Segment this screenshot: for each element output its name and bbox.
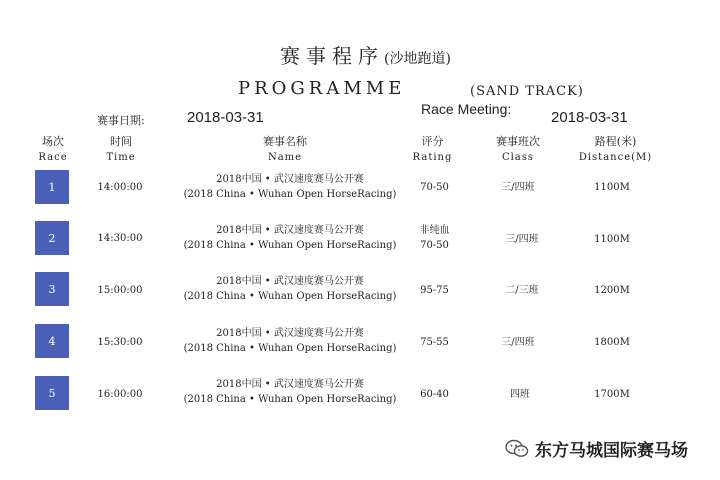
- race-rating: 75-55: [420, 337, 449, 348]
- race-time: 16:00:00: [97, 389, 143, 400]
- programme-label: PROGRAMME: [238, 78, 406, 99]
- race-distance: 1700M: [594, 389, 630, 400]
- race-rating: 95-75: [420, 285, 449, 296]
- race-name: [180, 377, 400, 407]
- date-label-cn: 赛事日期:: [97, 114, 145, 127]
- header-name: 赛事名称 Name: [263, 135, 307, 163]
- race-class: 三/四班: [501, 182, 535, 193]
- race-distance: 1200M: [594, 285, 630, 296]
- race-time: 15:30:00: [97, 337, 143, 348]
- title-cn: 赛事程序: [280, 44, 384, 68]
- sand-track-label: (SAND TRACK): [470, 84, 584, 99]
- race-rating: 70-50: [420, 182, 449, 193]
- race-class: 二/三班: [505, 285, 539, 296]
- race-class: 四班: [510, 389, 530, 400]
- race-name-cn: 2018中国 • 武汉速度赛马公开赛: [216, 328, 364, 339]
- header-distance: 路程(米) Distance(M): [578, 135, 653, 163]
- watermark-text: 东方马城国际赛马场: [535, 441, 688, 461]
- race-name-en: (2018 China • Wuhan Open HorseRacing): [183, 240, 397, 251]
- watermark: [505, 436, 688, 461]
- race-class: 三/四班: [501, 337, 535, 348]
- race-distance: 1800M: [594, 337, 630, 348]
- race-number-badge: 2: [35, 221, 69, 255]
- race-rating-note: 非纯血: [419, 225, 450, 236]
- header-rating: 评分 Rating: [412, 135, 453, 163]
- race-name: [180, 274, 400, 304]
- race-distance: 1100M: [594, 234, 630, 245]
- race-name-en: (2018 China • Wuhan Open HorseRacing): [183, 189, 397, 200]
- race-name-en: (2018 China • Wuhan Open HorseRacing): [183, 343, 397, 354]
- race-rating: 60-40: [420, 389, 449, 400]
- race-rating: [412, 223, 457, 253]
- date-en: 2018-03-31: [551, 109, 628, 126]
- race-name: [180, 172, 400, 202]
- race-meeting-label: Race Meeting:: [421, 101, 512, 117]
- header-class: 赛事班次 Class: [496, 135, 540, 163]
- header-time: 时间 Time: [106, 135, 136, 163]
- race-class: 三/四班: [505, 234, 539, 245]
- header-race: 场次 Race: [38, 135, 68, 163]
- title-subtitle: (沙地跑道): [384, 51, 451, 67]
- race-time: 14:30:00: [97, 233, 143, 244]
- race-name: [180, 223, 400, 253]
- race-time: 14:00:00: [97, 182, 143, 193]
- race-rating-value: 70-50: [420, 240, 449, 251]
- race-time: 15:00:00: [97, 285, 143, 296]
- race-name-en: (2018 China • Wuhan Open HorseRacing): [183, 291, 397, 302]
- race-name-cn: 2018中国 • 武汉速度赛马公开赛: [216, 225, 364, 236]
- page-title: [280, 40, 451, 69]
- race-name-en: (2018 China • Wuhan Open HorseRacing): [183, 394, 397, 405]
- race-distance: 1100M: [594, 182, 630, 193]
- race-number-badge: 1: [35, 170, 69, 204]
- date-cn: 2018-03-31: [187, 109, 264, 126]
- race-name-cn: 2018中国 • 武汉速度赛马公开赛: [216, 379, 364, 390]
- race-name-cn: 2018中国 • 武汉速度赛马公开赛: [216, 174, 364, 185]
- race-number-badge: 4: [35, 324, 69, 358]
- race-number-badge: 5: [35, 376, 69, 410]
- wechat-icon: [505, 439, 529, 459]
- race-name: [180, 326, 400, 356]
- race-number-badge: 3: [35, 272, 69, 306]
- race-name-cn: 2018中国 • 武汉速度赛马公开赛: [216, 276, 364, 287]
